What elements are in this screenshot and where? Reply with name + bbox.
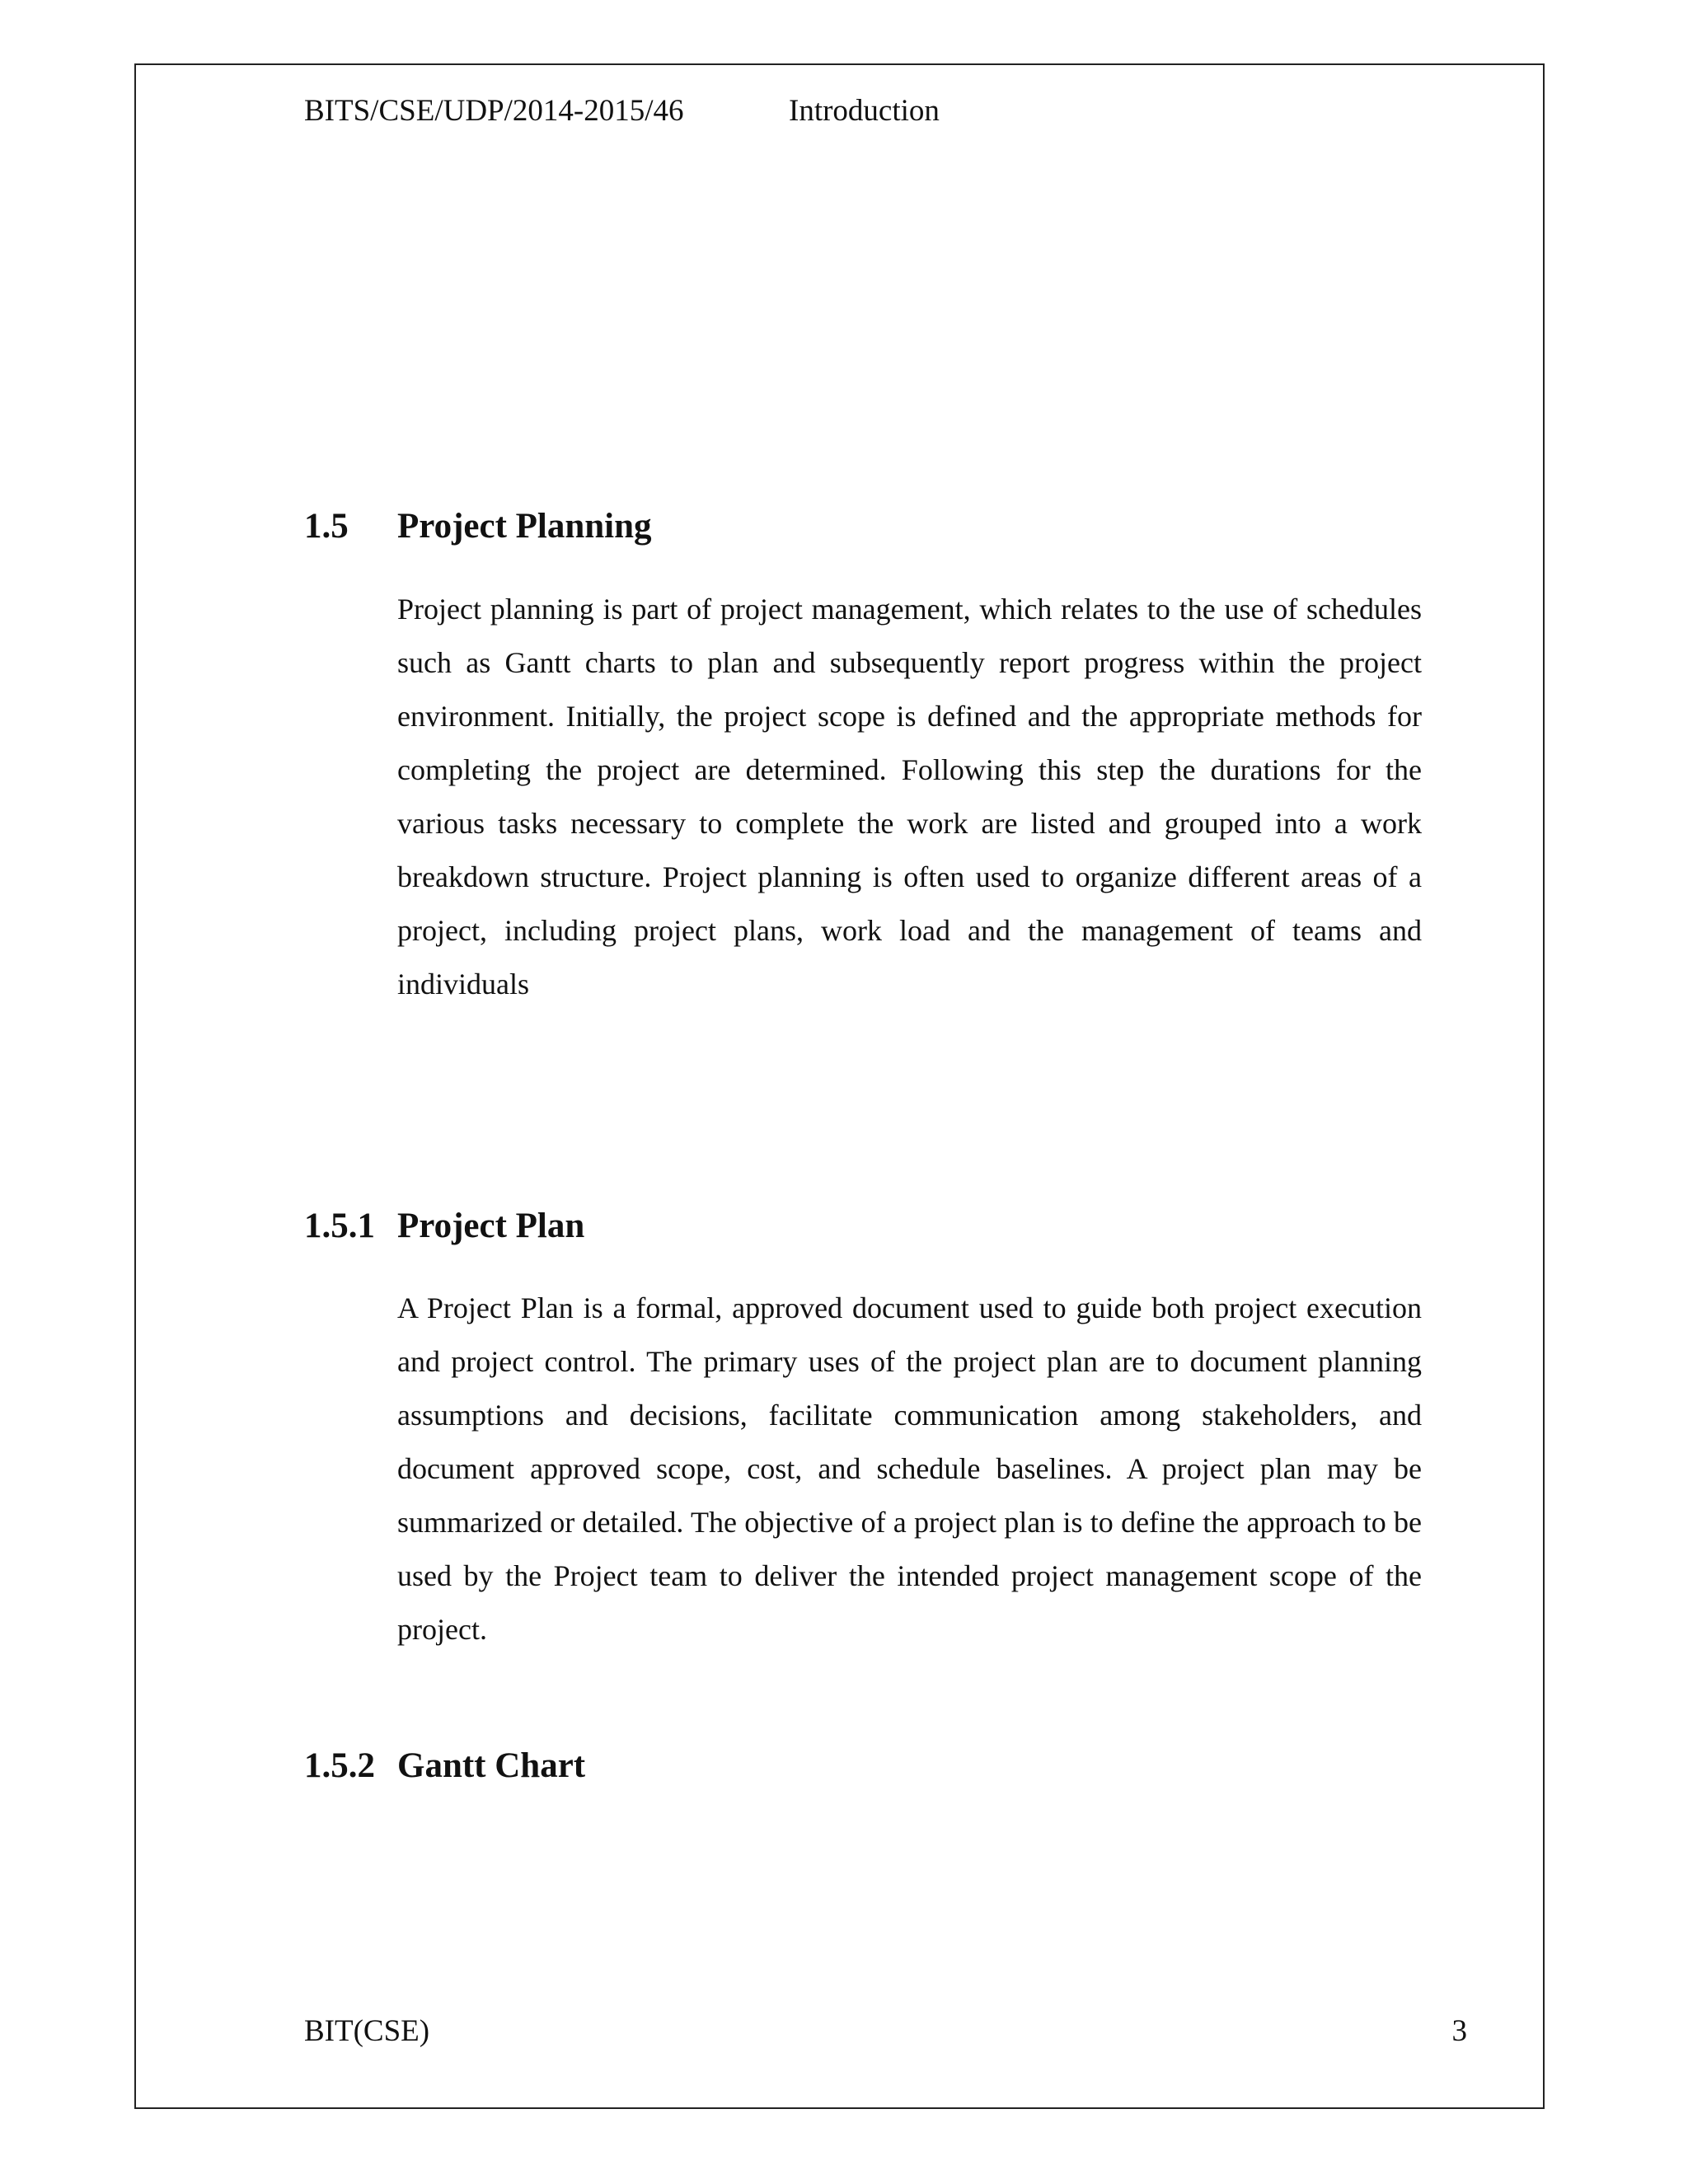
page-border xyxy=(134,63,1545,2109)
section-number-gantt-chart: 1.5.2 xyxy=(304,1746,375,1785)
page-number: 3 xyxy=(1451,2014,1467,2048)
section-number-project-plan: 1.5.1 xyxy=(304,1207,375,1245)
section-heading-gantt-chart: Gantt Chart xyxy=(397,1746,586,1785)
header-chapter-title: Introduction xyxy=(789,94,940,128)
footer-department: BIT(CSE) xyxy=(304,2014,430,2048)
section-number-project-planning: 1.5 xyxy=(304,507,349,546)
section-heading-project-planning: Project Planning xyxy=(397,507,652,546)
header-document-id: BITS/CSE/UDP/2014-2015/46 xyxy=(304,94,684,128)
paragraph-project-plan: A Project Plan is a formal, approved document used to guide both project execution and project control. The primary uses of the project plan are to document planning assumptions and decisions, facilitate communication among stakeholders, and document approved scope, cost, and schedule baselines. A project plan may be summarized or detailed. The objective of a project plan is to define the approach to be used by the Project team to deliver the intended project management scope of the project. xyxy=(397,1291,1422,1646)
paragraph-project-planning: Project planning is part of project management, which relates to the use of schedules such as Gantt charts to plan and subsequently report progress within the project environment. Initially, the project scope is defined and the appropriate methods for completing the project are determined. Following this step the durations for the various tasks necessary to complete the work are listed and grouped into a work breakdown structure. Project planning is often used to organize different areas of a project, including project plans, work load and the management of teams and individuals xyxy=(397,593,1422,1001)
section-heading-project-plan: Project Plan xyxy=(397,1207,585,1245)
